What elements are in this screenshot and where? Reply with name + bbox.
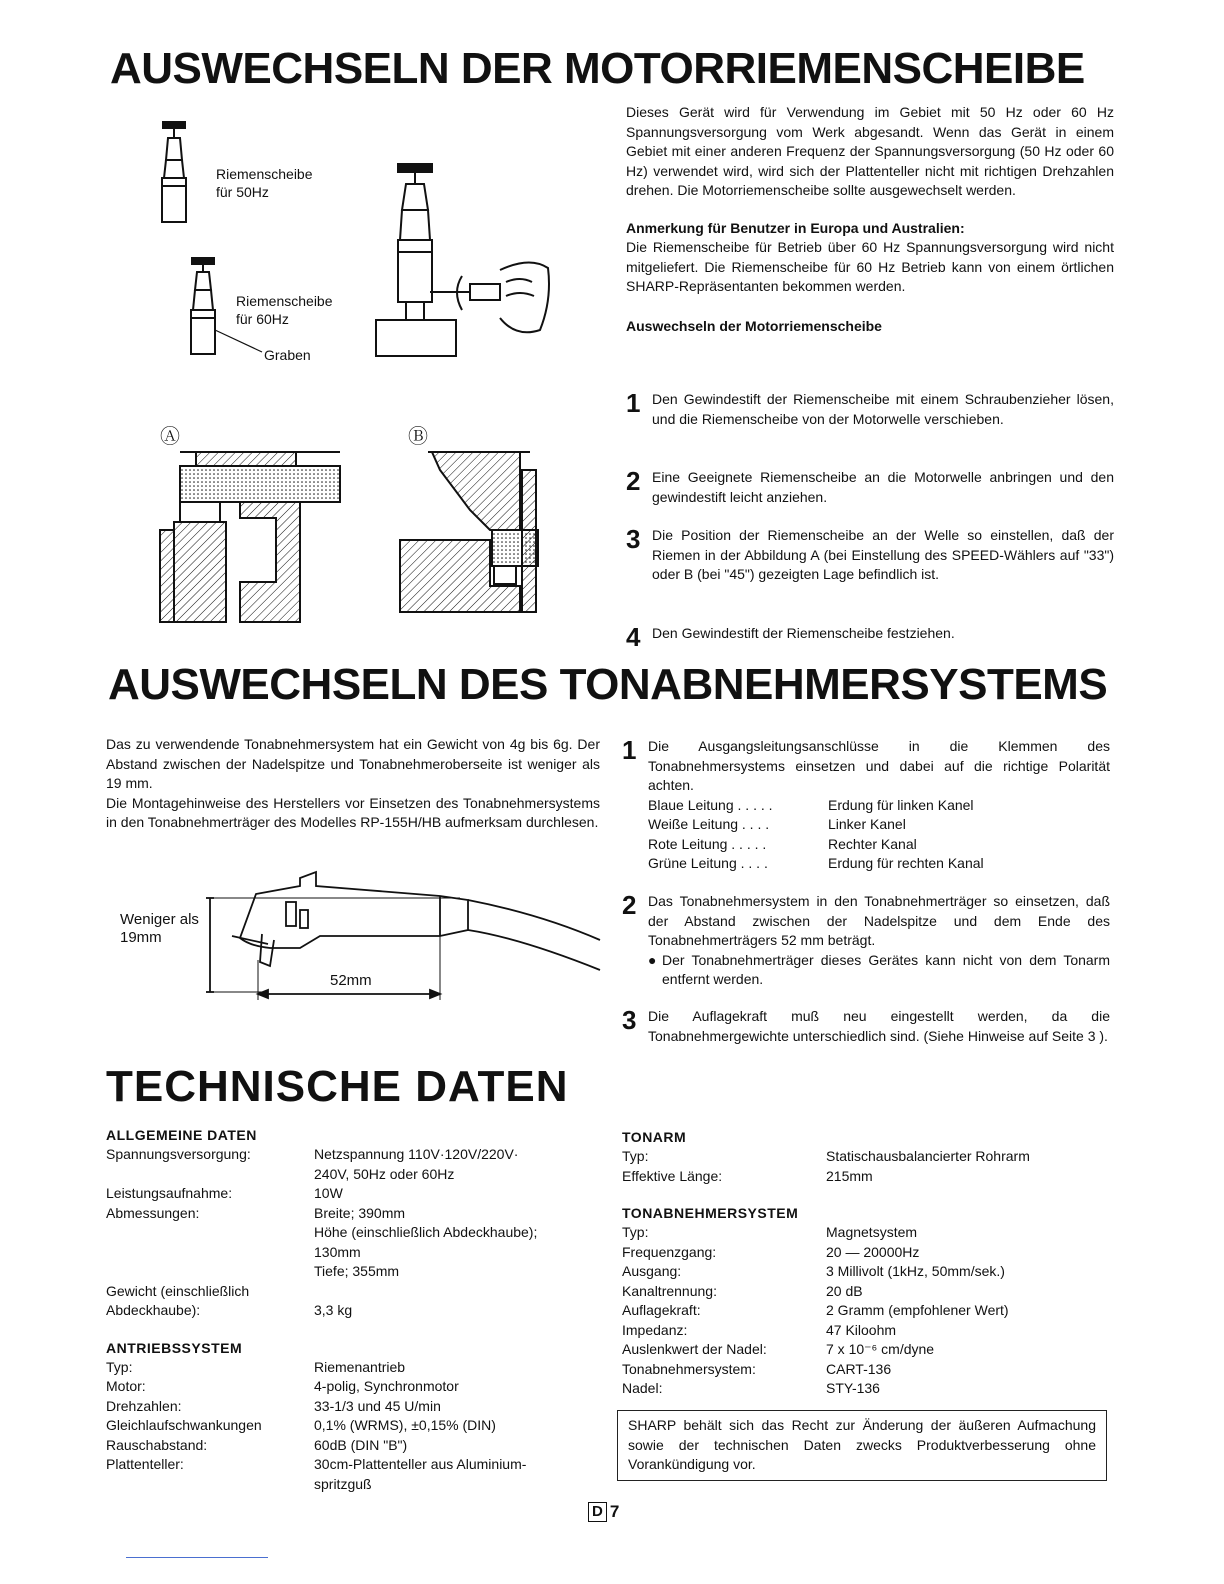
step2-bullet: Der Tonabnehmerträger dieses Gerätes kann nicht von dem Tonarm entfernt werden. — [662, 951, 1110, 987]
section1-procedure-heading: Auswechseln der Motorriemenscheibe — [626, 317, 882, 334]
step-number: 2 — [626, 466, 641, 496]
general-heading: ALLGEMEINE DATEN — [106, 1127, 257, 1143]
spec-row: Effektive Länge: 215mm — [622, 1167, 873, 1184]
wire-row: Rote Leitung . . . . . Rechter Kanal — [648, 835, 917, 852]
section1-title: AUSWECHSELN DER MOTORRIEMENSCHEIBE — [110, 44, 1085, 93]
step-number: 2 — [622, 890, 637, 920]
s2-step-3 — [622, 1007, 1110, 1046]
step-text: Die Position der Riemenscheibe an der Welle so einstellen, daß der Riemen in der Abbildung A (bei Einstellung des SPEED-Wählers auf "33") oder B (bei "45") gezeigten Lage befindlich ist. — [652, 527, 1114, 582]
page-letter-box: D — [588, 1502, 607, 1522]
bullet-icon: ● — [648, 951, 657, 968]
s2-step-2 — [622, 892, 1110, 990]
label-groove: Graben — [264, 347, 311, 363]
s1-step-4 — [626, 622, 1114, 652]
tonearm-heading: TONARM — [622, 1129, 687, 1145]
step-number: 1 — [626, 388, 641, 418]
spec-row: Gewicht (einschließlich Abdeckhaube): 3,3 kg — [106, 1282, 353, 1318]
section2-intro2: Die Montagehinweise des Herstellers vor Einsetzen des Tonabnehmersystems in den Tonabnehmerträger des Modelles RP-155H/HB aufmerksam durchlesen. — [106, 794, 600, 830]
step-number: 1 — [622, 735, 637, 765]
spec-row: Gleichlaufschwankungen 0,1% (WRMS), ±0,15% (DIN) — [106, 1417, 496, 1433]
s1-step-2 — [626, 468, 1114, 507]
page-number-text: 7 — [609, 1502, 620, 1521]
s1-step-3 — [626, 526, 1114, 585]
spec-row: Typ: Riemenantrieb — [106, 1358, 406, 1375]
step-text: Die Ausgangsleitungsanschlüsse in die Klemmen des Tonabnehmersystems einsetzen und dabei auf die richtige Polarität achten. — [648, 738, 1110, 793]
spec-row: Kanaltrennung: 20 dB — [622, 1282, 863, 1299]
spec-row: Spannungsversorgung: Netzspannung 110V·120V/220V· 240V, 50Hz oder 60Hz — [106, 1146, 519, 1182]
step-text: Eine Geeignete Riemenscheibe an die Motorwelle anbringen und den gewindestift leicht anziehen. — [652, 469, 1114, 505]
spec-row: Auflagekraft: 2 Gramm (empfohlener Wert) — [622, 1302, 1009, 1318]
label-length: 52mm — [330, 972, 372, 989]
spec-row: Plattenteller: 30cm-Plattenteller aus Aluminium- spritzguß — [106, 1456, 527, 1492]
label-height: Weniger als 19mm — [120, 911, 199, 946]
label-fig-b: Ⓑ — [408, 426, 428, 448]
spec-row: Leistungsaufnahme: 10W — [106, 1185, 343, 1201]
step-number: 3 — [622, 1005, 637, 1035]
label-pulley-50: Riemenscheibe für 50Hz — [216, 166, 313, 200]
spec-row: Rauschabstand: 60dB (DIN "B") — [106, 1436, 408, 1453]
wire-row: Blaue Leitung . . . . . Erdung für linken Kanel — [648, 796, 974, 813]
step-text: Den Gewindestift der Riemenscheibe mit einem Schraubenzieher lösen, und die Riemenscheibe von der Motorwelle verschieben. — [652, 391, 1114, 427]
spec-row: Motor: 4-polig, Synchronmotor — [106, 1378, 459, 1394]
spec-row: Nadel: STY-136 — [622, 1380, 880, 1396]
section3-title: TECHNISCHE DATEN — [106, 1062, 569, 1111]
spec-row: Typ: Magnetsystem — [622, 1224, 918, 1240]
wire-row: Grüne Leitung . . . . Erdung für rechten Kanal — [648, 855, 984, 871]
section1-note-text: Die Riemenscheibe für Betrieb über 60 Hz Spannungsversorgung wird nicht mitgeliefert. Die Riemenscheibe für 60 Hz Betrieb kann von einem örtlichen SHARP-Repräsentanten bekommen werden. — [626, 239, 1114, 294]
step-text: Das Tonabnehmersystem in den Tonabnehmerträger so einsetzen, daß der Abstand zwischen der Nadelspitze und dem Ende des Tonabnehmerträgers 52 mm beträgt. — [648, 893, 1110, 948]
spec-row: Typ: Statischausbalancierter Rohrarm — [622, 1148, 1030, 1164]
spec-row: Abmessungen: Breite; 390mm Höhe (einschließlich Abdeckhaube); 130mm Tiefe; 355mm — [106, 1204, 538, 1279]
section2-title: AUSWECHSELN DES TONABNEHMERSYSTEMS — [108, 660, 1108, 709]
section1-note-heading: Anmerkung für Benutzer in Europa und Australien: — [626, 219, 965, 236]
wire-row: Weiße Leitung . . . . Linker Kanel — [648, 816, 906, 832]
step-text: Den Gewindestift der Riemenscheibe festziehen. — [652, 625, 955, 641]
footer-rule — [126, 1557, 268, 1558]
spec-row: Frequenzgang: 20 — 20000Hz — [622, 1243, 920, 1260]
s1-step-1 — [626, 390, 1114, 429]
section2-intro1: Das zu verwendende Tonabnehmersystem hat ein Gewicht von 4g bis 6g. Der Abstand zwischen der Nadelspitze und Tonabnehmeroberseite ist weniger als 19 mm. — [106, 736, 600, 791]
label-pulley-60: Riemenscheibe für 60Hz — [236, 293, 333, 327]
disclaimer-box: SHARP behält sich das Recht zur Änderung der äußeren Aufmachung sowie der technischen Daten zwecks Produktverbesserung ohne Vorankündigung vor. — [617, 1410, 1107, 1481]
step-number: 4 — [626, 622, 641, 652]
spec-row: Auslenkwert der Nadel: 7 x 10⁻⁶ cm/dyne — [622, 1341, 935, 1357]
spec-row: Tonabnehmersystem: CART-136 — [622, 1360, 892, 1377]
spec-row: Drehzahlen: 33-1/3 und 45 U/min — [106, 1397, 441, 1414]
label-fig-a: Ⓐ — [160, 426, 180, 448]
step-text: Die Auflagekraft muß neu eingestellt werden, da die Tonabnehmergewichte unterschiedlich sind. (Siehe Hinweise auf Seite 3 ). — [648, 1008, 1110, 1044]
step-number: 3 — [626, 524, 641, 554]
s2-step-1 — [622, 737, 1110, 874]
section1-intro: Dieses Gerät wird für Verwendung im Gebiet mit 50 Hz oder 60 Hz Spannungsversorgung vom Werk abgesandt. Wenn das Gerät in einem Gebiet mit einer anderen Frequenz der Spannungsversorgung (50 Hz oder 60 Hz) verwendet wird, wird sich der Plattenteller nicht mit richtigen Drehzahlen drehen. Die Motorriemenscheibe sollte ausgewechselt werden. — [626, 104, 1114, 198]
spec-row: Impedanz: 47 Kiloohm — [622, 1321, 897, 1338]
page-number — [588, 1502, 619, 1522]
drive-heading: ANTRIEBSSYSTEM — [106, 1339, 243, 1356]
cartridge-heading: TONABNEHMERSYSTEM — [622, 1205, 799, 1221]
cartridge-figure — [0, 0, 600, 1000]
spec-row: Ausgang: 3 Millivolt (1kHz, 50mm/sek.) — [622, 1263, 1005, 1279]
